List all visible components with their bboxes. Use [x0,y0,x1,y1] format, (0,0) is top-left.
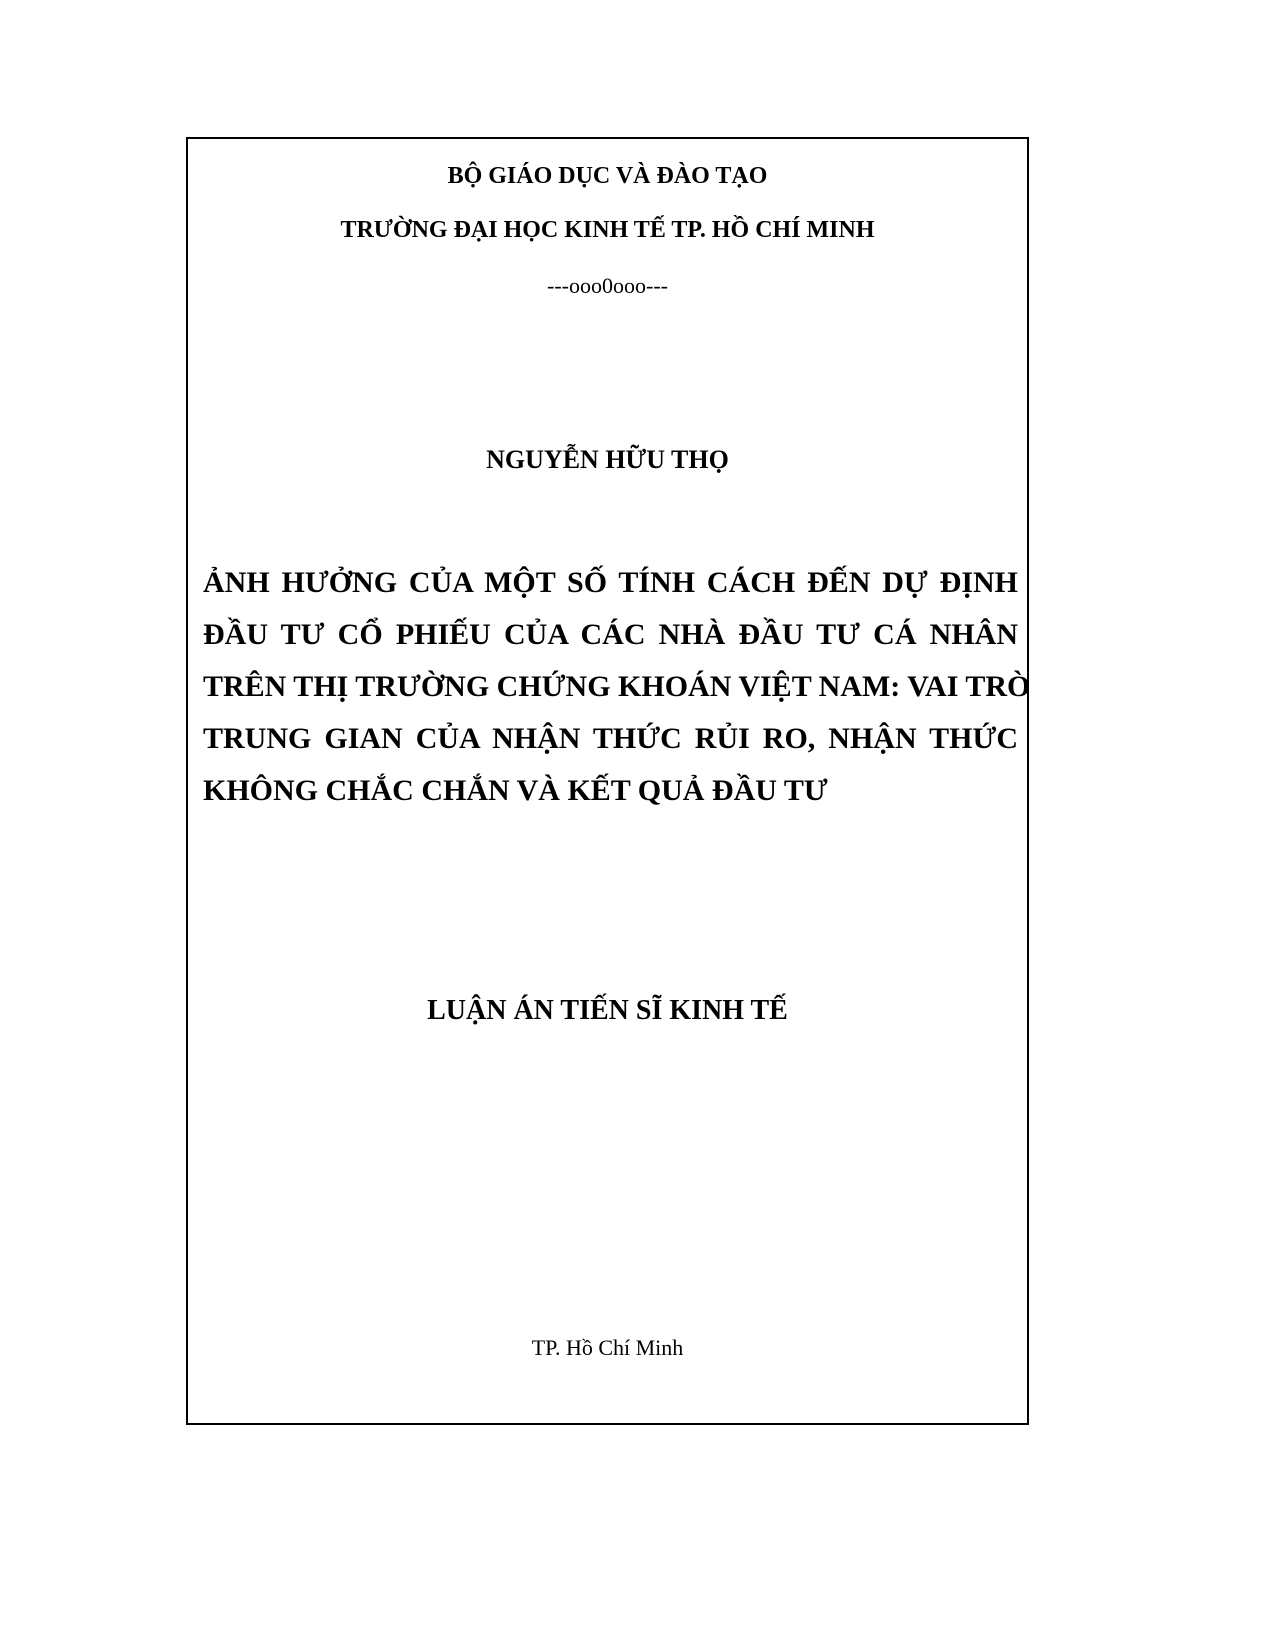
cover-frame [186,137,1029,1425]
university-name: TRƯỜNG ĐẠI HỌC KINH TẾ TP. HỒ CHÍ MINH [340,217,875,243]
ministry-name: BỘ GIÁO DỤC VÀ ĐÀO TẠO [447,163,768,189]
author-name: NGUYỄN HỮU THỌ [486,445,729,474]
thesis-title [203,557,1031,817]
thesis-title-line: ẢNH HƯỞNG CỦA MỘT SỐ TÍNH CÁCH ĐẾN DỰ ĐỊNH [203,566,1018,599]
separator-ornament: ---ooo0ooo--- [547,273,668,298]
thesis-title-line: ĐẦU TƯ CỔ PHIẾU CỦA CÁC NHÀ ĐẦU TƯ CÁ NHÂN [203,618,1018,651]
thesis-title-line: TRÊN THỊ TRƯỜNG CHỨNG KHOÁN VIỆT NAM: VAI TRÒ [203,670,1031,703]
thesis-title-line: KHÔNG CHẮC CHẮN VÀ KẾT QUẢ ĐẦU TƯ [203,774,828,807]
thesis-title-line: TRUNG GIAN CỦA NHẬN THỨC RỦI RO, NHẬN THỨC [203,722,1018,755]
city-name: TP. Hồ Chí Minh [531,1335,684,1360]
degree-type: LUẬN ÁN TIẾN SĨ KINH TẾ [427,995,788,1026]
